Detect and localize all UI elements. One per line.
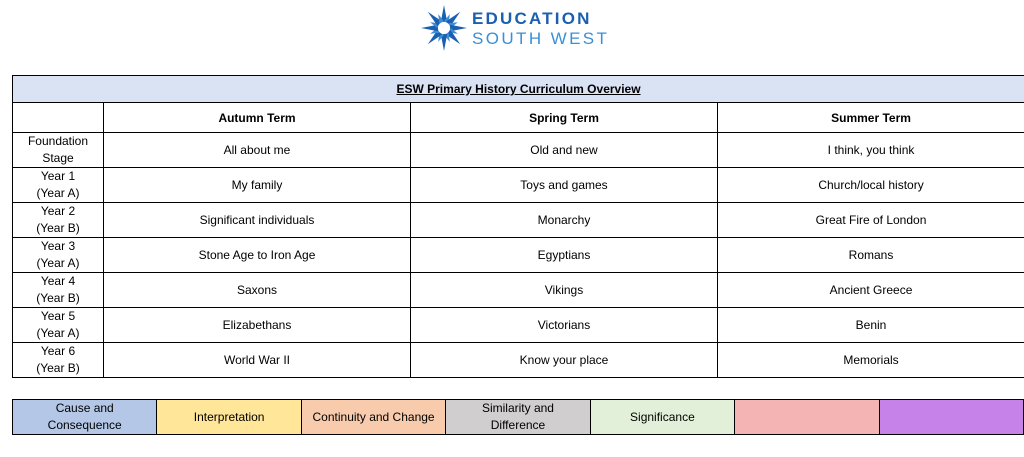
stage-line1: Year 1 [40, 169, 76, 183]
autumn-cell: Stone Age to Iron Age [104, 238, 411, 273]
legend-line1: Interpretation [193, 409, 265, 424]
legend-line1: Significance [630, 409, 695, 424]
table-row [13, 203, 1024, 238]
logo-line2: SOUTH WEST [472, 28, 610, 48]
legend-similarity-and-difference [446, 400, 590, 435]
header-empty [13, 103, 104, 133]
summer-cell: Great Fire of London [718, 203, 1024, 238]
stage-line1: Year 6 [40, 344, 76, 358]
legend-interpretation [157, 400, 301, 435]
logo [420, 4, 609, 52]
legend-blank-purple [879, 400, 1023, 435]
stage-cell [13, 168, 104, 203]
legend-cause-and-consequence [13, 400, 157, 435]
stage-line2: (Year B) [36, 221, 80, 235]
spring-cell: Vikings [411, 273, 718, 308]
table-row [13, 343, 1024, 378]
table-header-row [13, 103, 1024, 133]
legend-line1: Similarity and [481, 401, 554, 415]
stage-line1: Year 5 [40, 309, 76, 323]
autumn-cell: Elizabethans [104, 308, 411, 343]
summer-cell: Romans [718, 238, 1024, 273]
autumn-cell: All about me [104, 133, 411, 168]
table-row [13, 168, 1024, 203]
stage-cell [13, 133, 104, 168]
autumn-cell: Significant individuals [104, 203, 411, 238]
legend-row [13, 400, 1024, 435]
stage-cell [13, 203, 104, 238]
star-center [438, 22, 450, 34]
spring-cell: Know your place [411, 343, 718, 378]
stage-line1: Year 3 [40, 239, 76, 253]
legend-significance [590, 400, 734, 435]
table-row [13, 273, 1024, 308]
table-row [13, 133, 1024, 168]
legend-line2: Consequence [47, 418, 122, 432]
legend-continuity-and-change [301, 400, 445, 435]
legend-line1: Continuity and Change [312, 409, 435, 424]
stage-cell [13, 238, 104, 273]
logo-line1: EDUCATION [472, 8, 592, 28]
summer-cell: Memorials [718, 343, 1024, 378]
spring-cell: Toys and games [411, 168, 718, 203]
legend-table [12, 399, 1024, 435]
table-title-row [13, 76, 1024, 103]
curriculum-table [12, 75, 1024, 378]
stage-line2: (Year B) [36, 291, 80, 305]
stage-line2: (Year B) [36, 361, 80, 375]
summer-cell: Church/local history [718, 168, 1024, 203]
stage-line2: (Year A) [36, 256, 80, 270]
summer-cell: Ancient Greece [718, 273, 1024, 308]
autumn-cell: World War II [104, 343, 411, 378]
table-row [13, 238, 1024, 273]
legend-line2: Difference [490, 418, 546, 432]
stage-line2: (Year A) [36, 326, 80, 340]
summer-cell: I think, you think [718, 133, 1024, 168]
stage-line2: Stage [42, 151, 74, 165]
legend-blank-pink [735, 400, 879, 435]
summer-cell: Benin [718, 308, 1024, 343]
compass-star-icon [420, 4, 468, 52]
stage-line2: (Year A) [36, 186, 80, 200]
stage-cell [13, 273, 104, 308]
stage-cell [13, 343, 104, 378]
legend-line1: Cause and [55, 401, 114, 415]
autumn-cell: Saxons [104, 273, 411, 308]
table-title: ESW Primary History Curriculum Overview [13, 76, 1024, 103]
header-summer: Summer Term [718, 103, 1024, 133]
autumn-cell: My family [104, 168, 411, 203]
spring-cell: Old and new [411, 133, 718, 168]
spring-cell: Victorians [411, 308, 718, 343]
spring-cell: Monarchy [411, 203, 718, 238]
stage-line1: Year 4 [40, 274, 76, 288]
header-spring: Spring Term [411, 103, 718, 133]
spring-cell: Egyptians [411, 238, 718, 273]
stage-line1: Year 2 [40, 204, 76, 218]
stage-line1: Foundation [27, 134, 89, 148]
header-autumn: Autumn Term [104, 103, 411, 133]
table-row [13, 308, 1024, 343]
logo-text [472, 10, 609, 47]
stage-cell [13, 308, 104, 343]
